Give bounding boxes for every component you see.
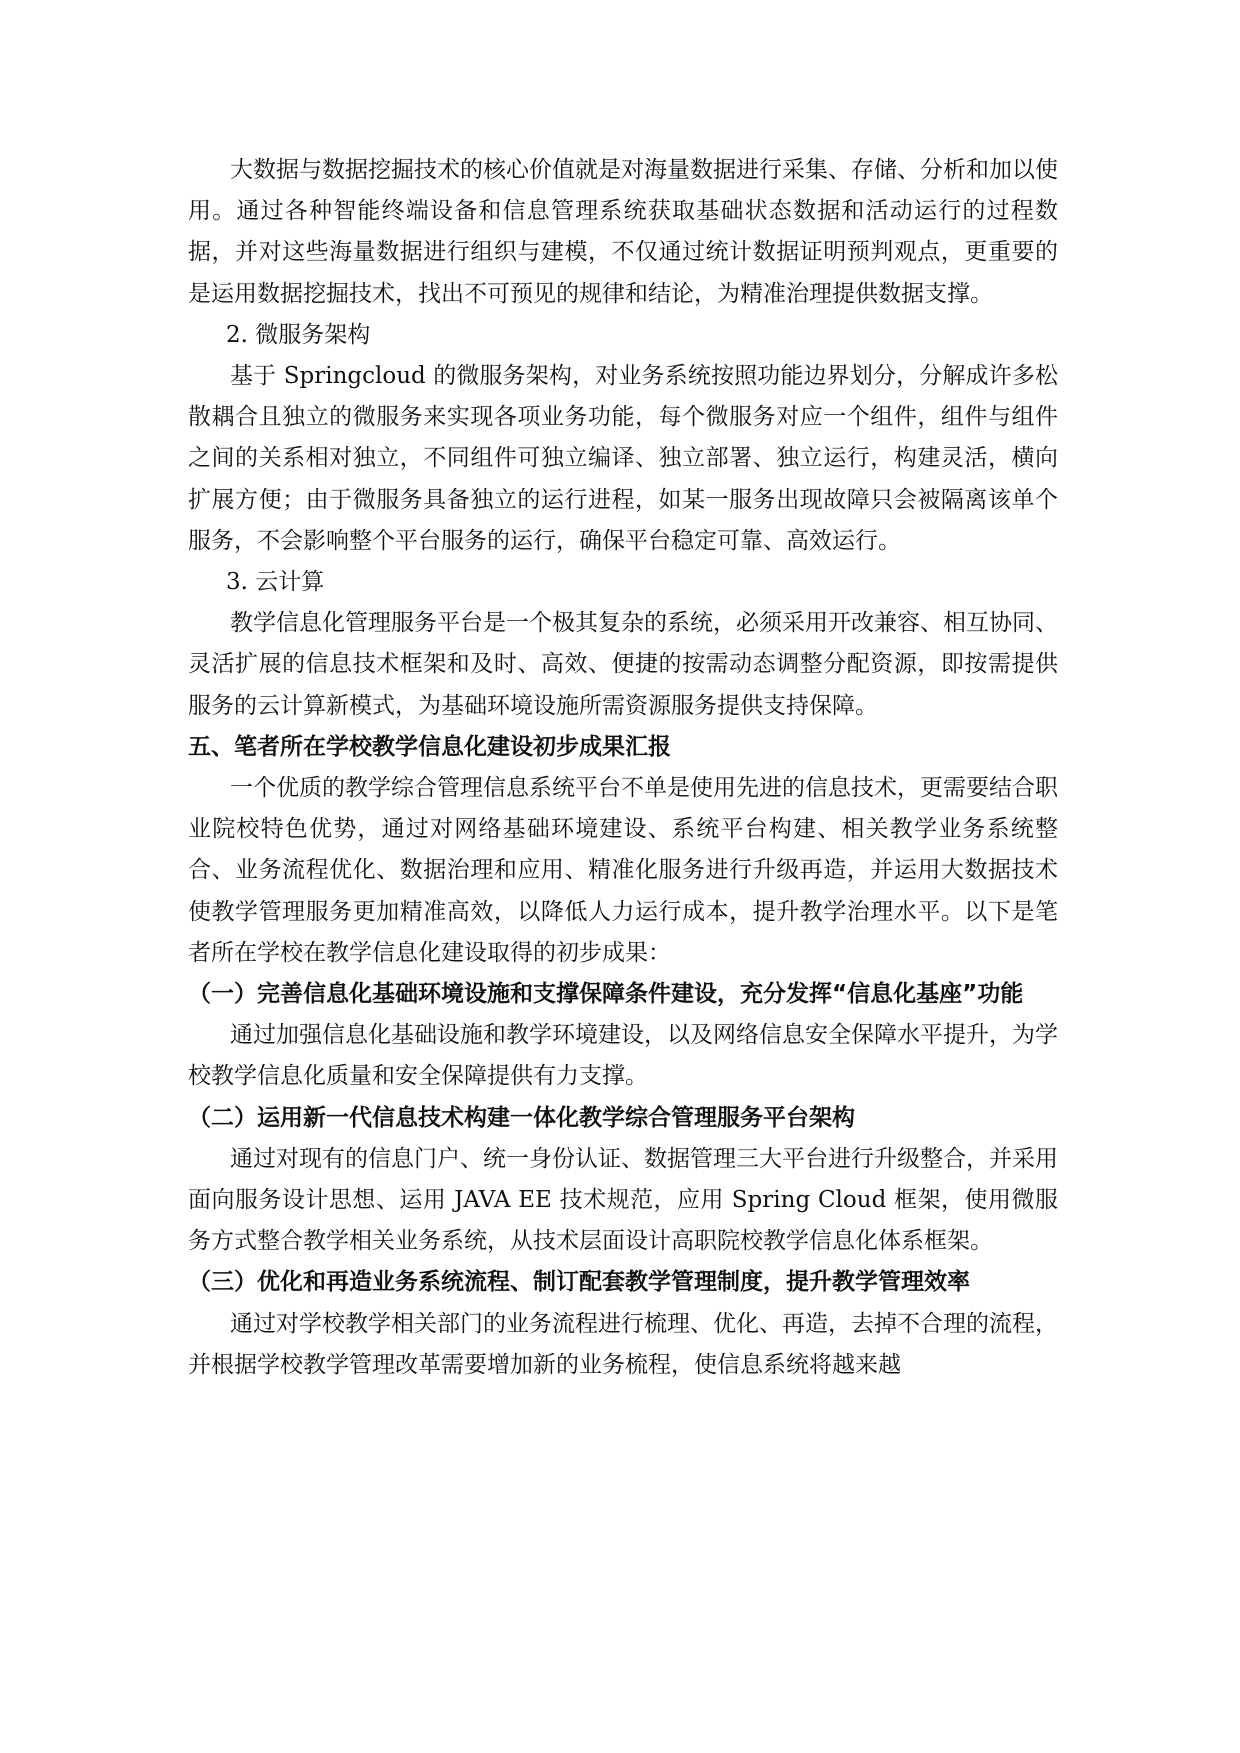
subsection-heading-3: （三）优化和再造业务系统流程、制订配套教学管理制度，提升教学管理效率 (188, 1269, 970, 1296)
paragraph-cloud-computing: 教学信息化管理服务平台是一个极其复杂的系统，必须采用开改兼容、相互协同、灵活扩展的信息技术框架和及时、高效、便捷的按需动态调整分配资源，即按需提供服务的云计算新模式，为基础环境设施所需资源服务提供支持保障。 (188, 610, 1058, 719)
document-body (188, 150, 1058, 1386)
paragraph-subsection-1: 通过加强信息化基础设施和教学环境建设，以及网络信息安全保障水平提升，为学校教学信息化质量和安全保障提供有力支撑。 (188, 1022, 1058, 1090)
section-heading-5: 五、笔者所在学校教学信息化建设初步成果汇报 (188, 733, 671, 760)
list-item-microservices: 2. 微服务架构 (226, 321, 371, 348)
paragraph-microservices: 基于 Springcloud 的微服务架构，对业务系统按照功能边界划分，分解成许多松散耦合且独立的微服务来实现各项业务功能，每个微服务对应一个组件，组件与组件之间的关系相对独立，不同组件可独立编译、独立部署、独立运行，构建灵活，横向扩展方便；由于微服务具备独立的运行进程，如某一服务出现故障只会被隔离该单个服务，不会影响整个平台服务的运行，确保平台稳定可靠、高效运行。 (188, 363, 1058, 554)
paragraph-subsection-3: 通过对学校教学相关部门的业务流程进行梳理、优化、再造，去掉不合理的流程，并根据学校教学管理改革需要增加新的业务梳程，使信息系统将越来越 (188, 1310, 1058, 1378)
paragraph-section5-intro: 一个优质的教学综合管理信息系统平台不单是使用先进的信息技术，更需要结合职业院校特色优势，通过对网络基础环境建设、系统平台构建、相关教学业务系统整合、业务流程优化、数据治理和应用、精准化服务进行升级再造，并运用大数据技术使教学管理服务更加精准高效，以降低人力运行成本，提升教学治理水平。以下是笔者所在学校在教学信息化建设取得的初步成果： (188, 775, 1058, 966)
subsection-heading-2: （二）运用新一代信息技术构建一体化教学综合管理服务平台架构 (188, 1104, 855, 1131)
list-item-cloud-computing: 3. 云计算 (226, 569, 325, 596)
paragraph-subsection-2: 通过对现有的信息门户、统一身份认证、数据管理三大平台进行升级整合，并采用面向服务设计思想、运用 JAVA EE 技术规范，应用 Spring Cloud 框架，使用微服务方式整合教学相关业务系统，从技术层面设计高职院校教学信息化体系框架。 (188, 1145, 1058, 1255)
subsection-heading-1: （一）完善信息化基础环境设施和支撑保障条件建设，充分发挥“信息化基座”功能 (188, 981, 1024, 1008)
paragraph-big-data: 大数据与数据挖掘技术的核心价值就是对海量数据进行采集、存储、分析和加以使用。通过各种智能终端设备和信息管理系统获取基础状态数据和活动运行的过程数据，并对这些海量数据进行组织与建模，不仅通过统计数据证明预判观点，更重要的是运用数据挖掘技术，找出不可预见的规律和结论，为精准治理提供数据支撑。 (188, 157, 1058, 307)
